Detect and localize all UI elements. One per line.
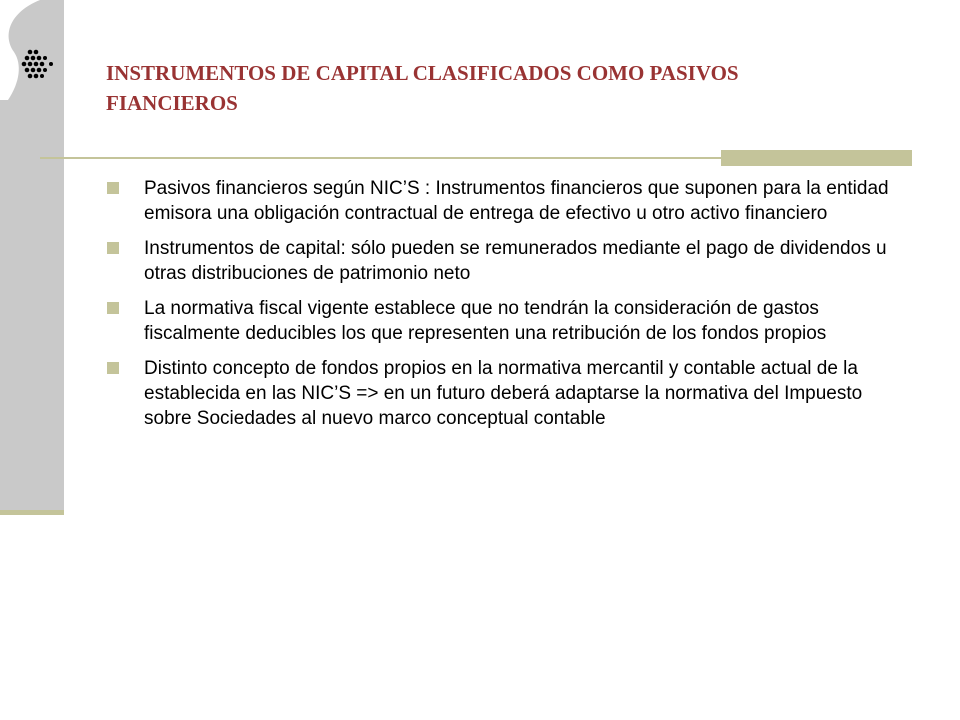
side-band-accent-line bbox=[0, 510, 64, 515]
square-bullet-icon bbox=[107, 242, 119, 254]
square-bullet-icon bbox=[107, 362, 119, 374]
bullet-text: La normativa fiscal vigente establece que no tendrán la consideración de gastos fiscalmente deducibles los que representen una retribución de los fondos propios bbox=[144, 298, 827, 344]
bullet-text: Pasivos financieros según NIC’S : Instrumentos financieros que suponen para la entidad emisora una obligación contractual de entrega de efectivo u otro activo financiero bbox=[144, 178, 889, 224]
square-bullet-icon bbox=[107, 182, 119, 194]
square-bullet-icon bbox=[107, 302, 119, 314]
slide-title: INSTRUMENTOS DE CAPITAL CLASIFICADOS COMO PASIVOS FIANCIEROS bbox=[106, 61, 739, 115]
title-divider-accent bbox=[721, 150, 912, 166]
bullet-list bbox=[107, 176, 907, 441]
bullet-text: Distinto concepto de fondos propios en la normativa mercantil y contable actual de la establecida en las NIC’S => en un futuro deberá adaptarse la normativa del Impuesto sobre Sociedades al nuevo marco conceptual contable bbox=[144, 358, 863, 429]
bullet-item bbox=[107, 176, 907, 226]
bullet-item bbox=[107, 356, 907, 431]
bullet-item bbox=[107, 296, 907, 346]
s-curve-dotted-logo-icon bbox=[0, 0, 64, 100]
bullet-item bbox=[107, 236, 907, 286]
bullet-text: Instrumentos de capital: sólo pueden se remunerados mediante el pago de dividendos u otras distribuciones de patrimonio neto bbox=[144, 238, 887, 284]
